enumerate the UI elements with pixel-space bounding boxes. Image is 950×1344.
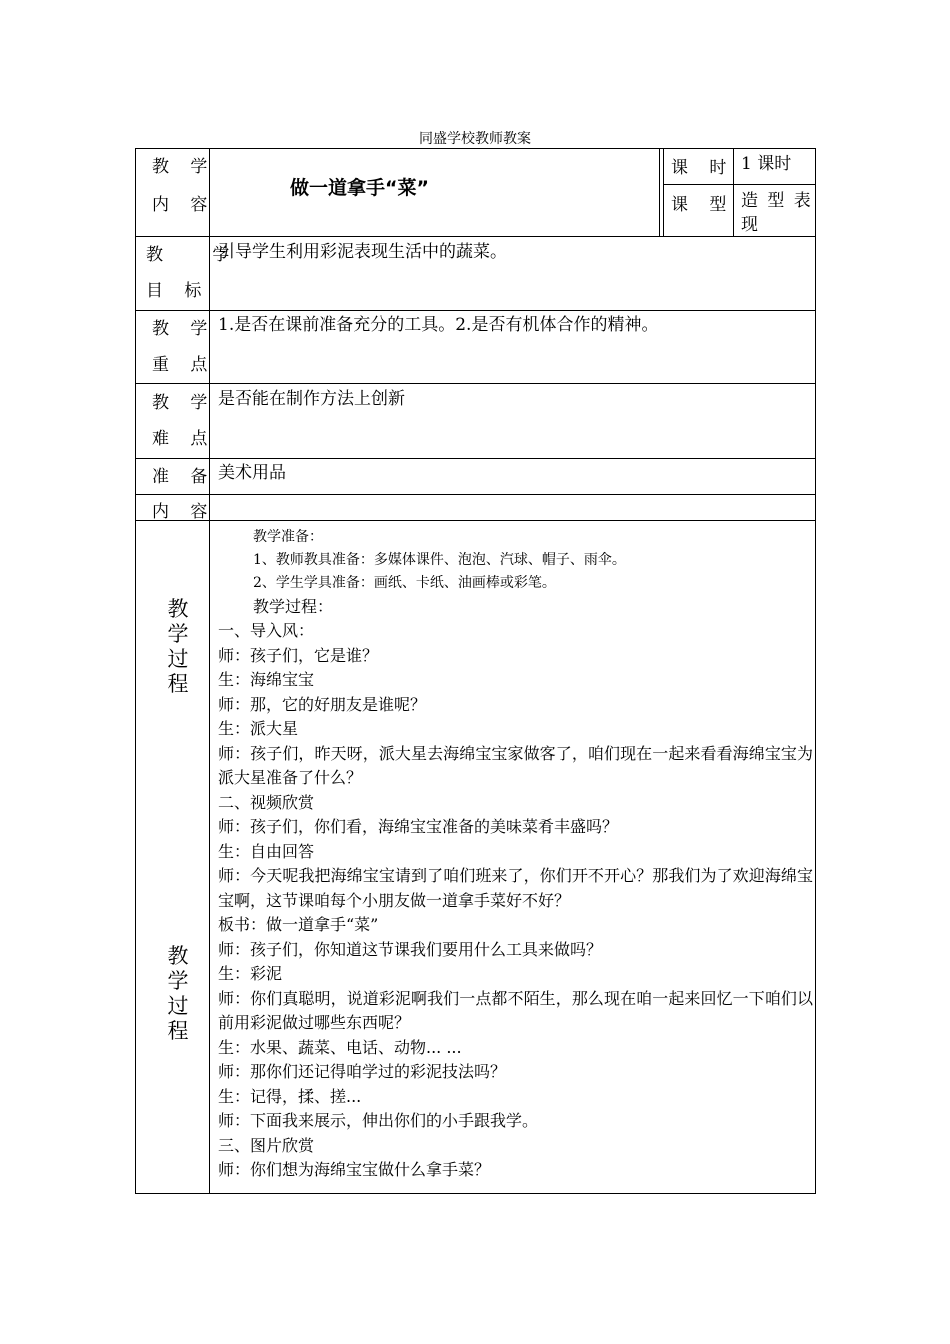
table-border-bottom [135, 1193, 816, 1194]
key-points-label-line2: 重 点 [152, 355, 216, 375]
period-value: 1 课时 [741, 154, 792, 174]
process-line: 师：今天呢我把海绵宝宝请到了咱们班来了，你们开不开心？那我们为了欢迎海绵宝宝啊，这节课咱每个小朋友做一道拿手菜好不好？ [218, 866, 813, 910]
type-value-line1: 造 型 表 [741, 191, 813, 211]
process-line: 师：孩子们，你知道这节课我们要用什么工具来做吗？ [218, 939, 603, 959]
process-line: 生：记得，揉、搓... [218, 1086, 362, 1106]
objectives-label-line1: 教 学 [146, 245, 252, 265]
prep-item: 2、学生学具准备：画纸、卡纸、油画棒或彩笔。 [253, 575, 556, 591]
process-line: 师：孩子们，它是谁？ [218, 645, 379, 665]
process-line: 生：派大星 [218, 719, 299, 738]
objectives-text: 引导学生利用彩泥表现生活中的蔬菜。 [218, 242, 507, 262]
process-heading: 教学过程： [253, 597, 334, 616]
row-separator [135, 383, 816, 384]
content-label-line1: 教 学 [152, 157, 216, 177]
difficulties-text: 是否能在制作方法上创新 [218, 389, 405, 409]
row-separator [135, 458, 816, 459]
table-border-top [135, 148, 816, 149]
content-row-label: 内 容 [152, 502, 216, 522]
process-line: 师：那你们还记得咱学过的彩泥技法吗？ [218, 1062, 507, 1081]
type-label: 课 型 [671, 195, 735, 215]
difficulties-label-line1: 教 学 [152, 393, 216, 413]
process-side-label-top: 教 学 过 程 [167, 597, 189, 696]
process-line: 生：彩泥 [218, 964, 283, 983]
period-label: 课 时 [671, 158, 735, 178]
process-line: 师：那，它的好朋友是谁呢？ [218, 694, 427, 714]
difficulties-label-line2: 难 点 [152, 429, 216, 449]
objectives-label-line2: 目 标 [146, 281, 210, 301]
process-line: 师：孩子们，你们看，海绵宝宝准备的美味菜肴丰盛吗？ [218, 817, 619, 836]
content-label-line2: 内 容 [152, 195, 216, 215]
process-line: 师：孩子们，昨天呀，派大星去海绵宝宝家做客了，咱们现在一起来看看海绵宝宝为派大星准备了什么？ [218, 743, 813, 787]
process-line: 生：水果、蔬菜、电话、动物... ... [218, 1037, 462, 1057]
table-border-right [815, 148, 816, 1194]
row-separator [135, 236, 816, 237]
process-line: 板书：做一道拿手“菜” [218, 915, 379, 934]
process-line: 二、视频欣赏 [218, 792, 315, 812]
process-side-label-bottom: 教 学 过 程 [167, 944, 189, 1043]
prep-item: 1、教师教具准备：多媒体课件、泡泡、汽球、帽子、雨伞。 [253, 552, 626, 568]
type-value-line2: 现 [741, 215, 758, 235]
process-line: 师：下面我来展示，伸出你们的小手跟我学。 [218, 1111, 539, 1130]
label-column-divider [209, 148, 210, 1194]
process-line: 生：自由回答 [218, 841, 315, 861]
document-header: 同盛学校教师教案 [419, 131, 531, 147]
preparation-text: 美术用品 [218, 463, 286, 483]
key-points-label-line1: 教 学 [152, 319, 216, 339]
row-separator [135, 494, 816, 495]
lesson-title: 做一道拿手“菜” [290, 177, 429, 199]
table-border-left [135, 148, 136, 1194]
process-line: 师：你们真聪明，说道彩泥啊我们一点都不陌生，那么现在咱一起来回忆一下咱们以前用彩泥做过哪些东西呢？ [218, 988, 813, 1032]
process-line: 一、导入风： [218, 621, 315, 640]
row-separator [135, 310, 816, 311]
header-mid-line [663, 184, 815, 185]
process-line: 生：海绵宝宝 [218, 670, 315, 689]
process-line: 三、图片欣赏 [218, 1135, 315, 1155]
row-separator [135, 520, 816, 521]
header-divider-1 [659, 148, 660, 237]
process-content [218, 526, 813, 1183]
process-line: 师：你们想为海绵宝宝做什么拿手菜？ [218, 1160, 491, 1179]
key-points-text: 1.是否在课前准备充分的工具。2.是否有机体合作的精神。 [218, 315, 659, 335]
header-divider-1b [663, 148, 664, 237]
preparation-label: 准 备 [152, 467, 216, 487]
prep-heading: 教学准备： [253, 529, 323, 545]
